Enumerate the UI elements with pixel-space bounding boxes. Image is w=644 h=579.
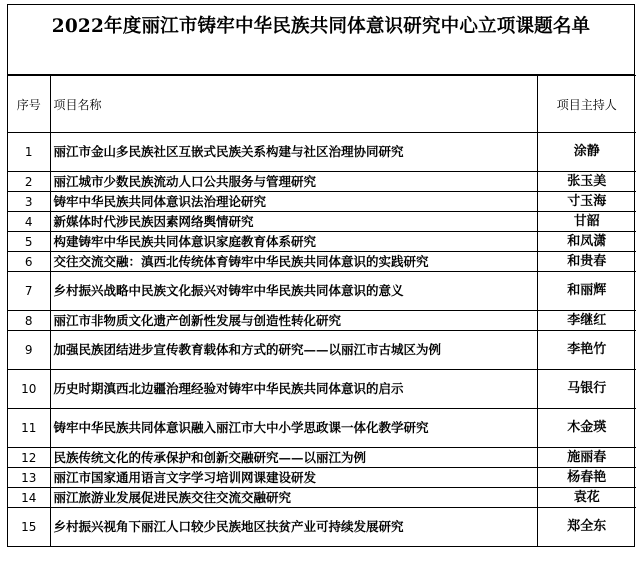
table-row [8,488,636,508]
row-project-name: 民族传统文化的传承保护和创新交融研究——以丽江为例 [50,448,537,468]
row-host: 甘韶 [537,212,636,232]
table-row [8,133,636,172]
row-no: 4 [8,212,50,232]
row-host: 杨春艳 [537,468,636,488]
table-row [8,252,636,272]
row-host: 张玉美 [537,172,636,192]
row-host: 涂静 [537,133,636,172]
row-no: 5 [8,232,50,252]
row-no: 12 [8,448,50,468]
row-host: 李继红 [537,311,636,331]
row-project-name: 交往交流交融：滇西北传统体育铸牢中华民族共同体意识的实践研究 [50,252,537,272]
table-row [8,370,636,409]
row-host: 木金瑛 [537,409,636,448]
table-row [8,508,636,547]
table-header-row [8,76,636,133]
row-project-name: 丽江市非物质文化遗产创新性发展与创造性转化研究 [50,311,537,331]
row-project-name: 构建铸牢中华民族共同体意识家庭教育体系研究 [50,232,537,252]
table-row [8,331,636,370]
table-row [8,409,636,448]
row-host: 和贵春 [537,252,636,272]
header-host: 项目主持人 [537,76,636,133]
row-host: 袁花 [537,488,636,508]
table-row [8,311,636,331]
row-no: 14 [8,488,50,508]
row-project-name: 乡村振兴视角下丽江人口较少民族地区扶贫产业可持续发展研究 [50,508,537,547]
row-host: 和凤潇 [537,232,636,252]
table-row [8,232,636,252]
table-row [8,272,636,311]
row-no: 7 [8,272,50,311]
row-no: 10 [8,370,50,409]
row-project-name: 丽江城市少数民族流动人口公共服务与管理研究 [50,172,537,192]
row-host: 李艳竹 [537,331,636,370]
header-no: 序号 [8,76,50,133]
row-project-name: 新媒体时代涉民族因素网络舆情研究 [50,212,537,232]
row-host: 寸玉海 [537,192,636,212]
row-project-name: 丽江市国家通用语言文字学习培训网课建设研发 [50,468,537,488]
row-no: 13 [8,468,50,488]
row-project-name: 加强民族团结进步宣传教育载体和方式的研究——以丽江市古城区为例 [50,331,537,370]
row-no: 1 [8,133,50,172]
table-row [8,192,636,212]
row-no: 15 [8,508,50,547]
header-name: 项目名称 [50,76,537,133]
table-row [8,448,636,468]
table-row [8,468,636,488]
row-no: 11 [8,409,50,448]
row-host: 郑全东 [537,508,636,547]
table-row [8,212,636,232]
row-project-name: 铸牢中华民族共同体意识融入丽江市大中小学思政课一体化教学研究 [50,409,537,448]
row-host: 马银行 [537,370,636,409]
project-list-sheet [7,4,635,547]
table-row [8,172,636,192]
row-project-name: 铸牢中华民族共同体意识法治理论研究 [50,192,537,212]
row-project-name: 乡村振兴战略中民族文化振兴对铸牢中华民族共同体意识的意义 [50,272,537,311]
row-host: 和丽辉 [537,272,636,311]
row-no: 2 [8,172,50,192]
row-project-name: 丽江旅游业发展促进民族交往交流交融研究 [50,488,537,508]
row-no: 8 [8,311,50,331]
row-no: 9 [8,331,50,370]
project-table [8,75,636,546]
row-no: 6 [8,252,50,272]
row-project-name: 历史时期滇西北边疆治理经验对铸牢中华民族共同体意识的启示 [50,370,537,409]
row-no: 3 [8,192,50,212]
row-project-name: 丽江市金山多民族社区互嵌式民族关系构建与社区治理协同研究 [50,133,537,172]
document-title: 2022年度丽江市铸牢中华民族共同体意识研究中心立项课题名单 [8,5,634,75]
row-host: 施丽春 [537,448,636,468]
